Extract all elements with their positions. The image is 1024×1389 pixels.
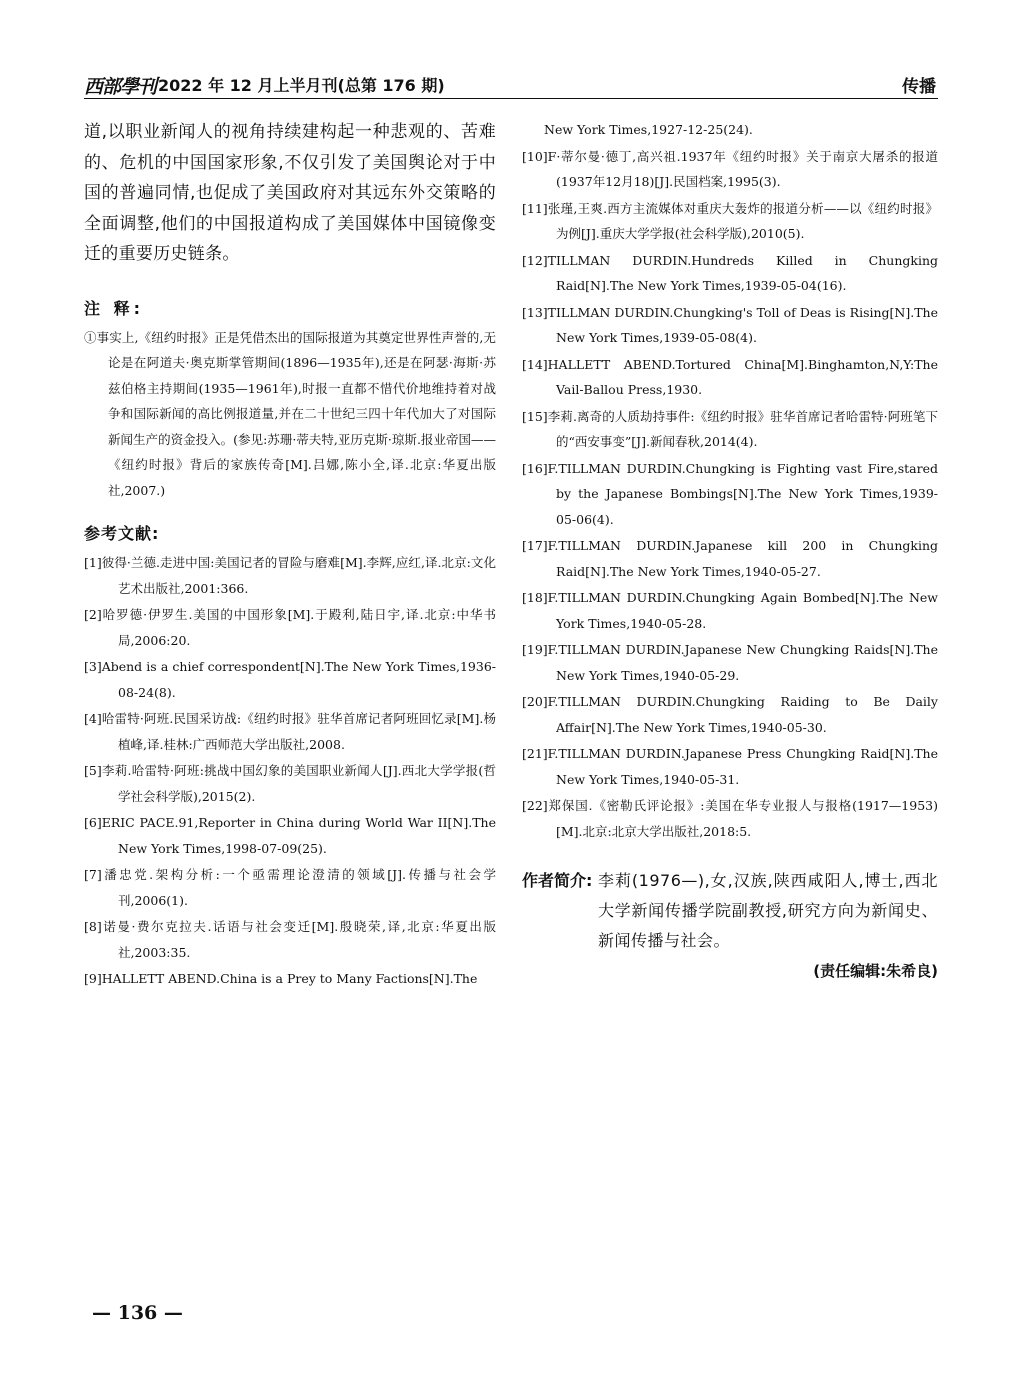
reference-item: [13]TILLMAN DURDIN.Chungking's Toll of Deas is Rising[N].The New York Times,1939-05-08(4). bbox=[522, 304, 938, 345]
note-item: ①事实上,《纽约时报》正是凭借杰出的国际报道为其奠定世界性声誉的,无论是在阿道夫·奥克斯掌管期间(1896—1935年),还是在阿瑟·海斯·苏兹伯格主持期间(1935—1961年),时报一直都不惜代价地维持着对战争和国际新闻的高比例报道量,并在二十世纪三四十年代加大了对国际新闻生产的资金投入。(参见:苏珊·蒂夫特,亚历克斯·琼斯.报业帝国——《纽约时报》背后的家族传奇[M].吕娜,陈小全,译.北京:华夏出版社,2007.) bbox=[84, 329, 496, 498]
reference-item: [21]F.TILLMAN DURDIN.Japanese Press Chungking Raid[N].The New York Times,1940-05-31. bbox=[522, 746, 938, 787]
reference-item: [20]F.TILLMAN DURDIN.Chungking Raiding to Be Daily Affair[N].The New York Times,1940-05-30. bbox=[522, 694, 938, 735]
body-paragraph: 道,以职业新闻人的视角持续建构起一种悲观的、苦难的、危机的中国国家形象,不仅引发了美国舆论对于中国的普遍同情,也促成了美国政府对其远东外交策略的全面调整,他们的中国报道构成了美国媒体中国镜像变迁的重要历史链条。 bbox=[84, 122, 496, 264]
responsible-editor: (责任编辑:朱希良) bbox=[813, 962, 938, 980]
reference-item: [19]F.TILLMAN DURDIN.Japanese New Chungking Raids[N].The New York Times,1940-05-29. bbox=[522, 642, 938, 683]
page-number: — 136 — bbox=[92, 1302, 183, 1324]
reference-item: [12]TILLMAN DURDIN.Hundreds Killed in Chungking Raid[N].The New York Times,1939-05-04(16). bbox=[522, 252, 938, 293]
journal-logo: 西部學刊 bbox=[84, 76, 157, 98]
author-text: 李莉(1976—),女,汉族,陕西咸阳人,博士,西北大学新闻传播学院副教授,研究方向为新闻史、新闻传播与社会。 bbox=[598, 871, 938, 950]
reference-item: [1]彼得·兰德.走进中国:美国记者的冒险与磨难[M].李辉,应红,译.北京:文化艺术出版社,2001:366. bbox=[84, 555, 496, 596]
reference-item: [11]张瑾,王爽.西方主流媒体对重庆大轰炸的报道分析——以《纽约时报》为例[J].重庆大学学报(社会科学版),2010(5). bbox=[522, 200, 938, 241]
notes-heading: 注 释: bbox=[84, 298, 144, 318]
reference-list-right bbox=[522, 144, 938, 845]
reference-list-left bbox=[84, 550, 496, 992]
reference-item: [17]F.TILLMAN DURDIN.Japanese kill 200 in Chungking Raid[N].The New York Times,1940-05-27. bbox=[522, 538, 938, 579]
reference-item: [7]潘忠党.架构分析:一个亟需理论澄清的领域[J].传播与社会学刊,2006(1). bbox=[84, 867, 496, 908]
reference-continuation: New York Times,1927-12-25(24). bbox=[544, 122, 753, 137]
author-bio bbox=[522, 866, 938, 956]
reference-item: [22]郑保国.《密勒氏评论报》:美国在华专业报人与报格(1917—1953)[M].北京:北京大学出版社,2018:5. bbox=[522, 798, 938, 839]
left-column bbox=[84, 117, 496, 993]
reference-item: [16]F.TILLMAN DURDIN.Chungking is Fighting vast Fire,stared by the Japanese Bombings[N].The New York Times,1939-05-06(4). bbox=[522, 460, 938, 527]
reference-item: [8]诺曼·费尔克拉夫.话语与社会变迁[M].殷晓荣,译,北京:华夏出版社,2003:35. bbox=[84, 919, 496, 960]
reference-item: [2]哈罗德·伊罗生.美国的中国形象[M].于殿利,陆日宇,译.北京:中华书局,2006:20. bbox=[84, 607, 496, 648]
section-name: 传播 bbox=[902, 77, 936, 97]
reference-item: [6]ERIC PACE.91,Reporter in China during World War II[N].The New York Times,1998-07-09(25). bbox=[84, 815, 496, 856]
reference-item: [9]HALLETT ABEND.China is a Prey to Many Factions[N].The bbox=[84, 971, 478, 986]
references-heading: 参考文献: bbox=[84, 524, 160, 543]
issue-info: 2022 年 12 月上半月刊(总第 176 期) bbox=[158, 76, 445, 95]
reference-item: [10]F·蒂尔曼·德丁,高兴祖.1937年《纽约时报》关于南京大屠杀的报道(1937年12月18)[J].民国档案,1995(3). bbox=[522, 148, 938, 189]
author-label: 作者简介: bbox=[522, 871, 593, 890]
reference-item: [15]李莉.离奇的人质劫持事件:《纽约时报》驻华首席记者哈雷特·阿班笔下的“西安事变”[J].新闻春秋,2014(4). bbox=[522, 408, 938, 449]
reference-item: [18]F.TILLMAN DURDIN.Chungking Again Bombed[N].The New York Times,1940-05-28. bbox=[522, 590, 938, 631]
reference-item: [5]李莉.哈雷特·阿班:挑战中国幻象的美国职业新闻人[J].西北大学学报(哲学社会科学版),2015(2). bbox=[84, 763, 496, 804]
reference-item: [4]哈雷特·阿班.民国采访战:《纽约时报》驻华首席记者阿班回忆录[M].杨植峰,译.桂林:广西师范大学出版社,2008. bbox=[84, 711, 496, 752]
running-header bbox=[84, 70, 938, 99]
reference-item: [14]HALLETT ABEND.Tortured China[M].Binghamton,N,Y:The Vail-Ballou Press,1930. bbox=[522, 356, 938, 397]
reference-item: [3]Abend is a chief correspondent[N].The New York Times,1936-08-24(8). bbox=[84, 659, 496, 700]
right-column bbox=[522, 117, 938, 981]
